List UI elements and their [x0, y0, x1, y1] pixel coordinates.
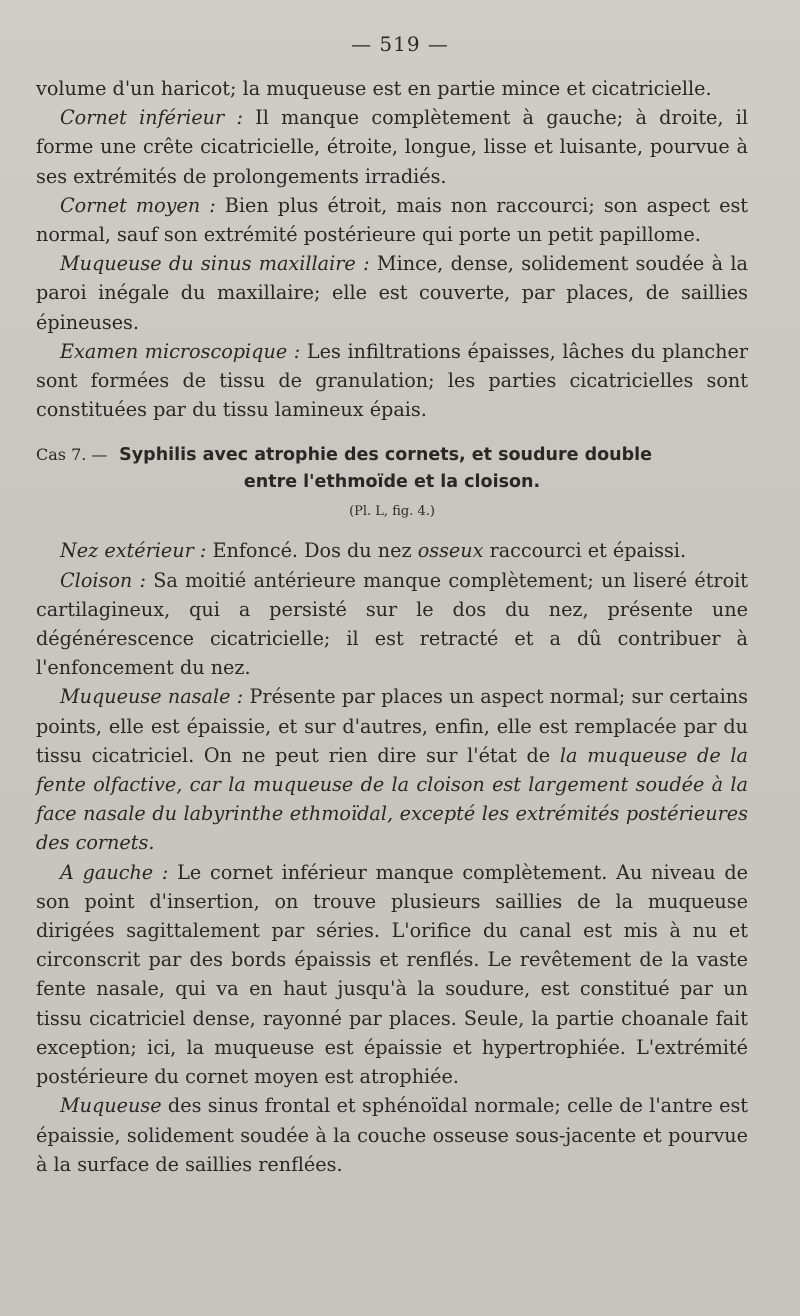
paragraph-continuation [36, 74, 748, 103]
case-title-line-2: entre l'ethmoïde et la cloison. [243, 472, 541, 493]
paragraph-lead: Nez extérieur : [60, 539, 207, 563]
paragraph-text: Le cornet inférieur manque complètement. Au niveau de son point d'insertion, on trouve plusieurs saillies de la muqueuse dirigées sagittalement par séries. L'orifice du canal est mis à nu et circonscrit par des bords épaissis et renflés. Le revêtement de la vaste fente nasale, qui va en haut jusqu'à la soudure, est constitué par un tissu cicatriciel dense, rayonné par places. Seule, la partie choanale fait exception; ici, la muqueuse est épaissie et hypertrophiée. L'extrémité postérieure du cornet moyen est atrophiée. [36, 860, 748, 1089]
paragraph-muqueuse-nasale [36, 682, 748, 857]
paragraph-text: Bien plus étroit, mais non raccourci; son aspect est normal, sauf son extrémité postérieure qui porte un petit papillome. [36, 193, 749, 247]
paragraph-nez-exterieur [36, 536, 748, 565]
paragraph-a-gauche [36, 858, 748, 1092]
paragraph-lead: Muqueuse [60, 1094, 162, 1118]
paragraph-lead: Examen microscopique : [60, 339, 301, 363]
paragraph-text: Il manque complètement à gauche; à droite, il forme une crête cicatricielle, étroite, longue, lisse et luisante, pourvue à ses extrémités de prolongements irradiés. [36, 106, 748, 188]
case-number: Cas 7. — [36, 445, 108, 465]
paragraph-lead: Muqueuse nasale : [60, 685, 244, 709]
paragraph-cornet-inferieur [36, 103, 748, 191]
paragraph-examen [36, 337, 748, 425]
body-text [36, 74, 748, 1179]
case-heading [36, 442, 748, 524]
paragraph-text: volume d'un haricot; la muqueuse est en partie mince et cicatricielle. [36, 77, 712, 100]
paragraph-lead: Cloison : [60, 568, 146, 592]
paragraph-text: Sa moitié antérieure manque complètement; un liseré étroit cartilagineux, qui a persisté sur le dos du nez, présente une dégénérescence cicatricielle; il est retracté et a dû contribuer à l'enfoncement du nez. [36, 568, 748, 680]
paragraph-text: Présente par places un aspect normal; sur certains points, elle est épaissie, et sur d'autres, enfin, elle est remplacée par du tissu cicatriciel. On ne peut rien dire sur l'état de [36, 685, 748, 767]
paragraph-emphasis: la muqueuse de la fente olfactive, car la muqueuse de la cloison est largement soudée à la face nasale du labyrinthe ethmoïdal, excepté les extrémités postérieures des cornets. [36, 743, 748, 855]
paragraph-text: des sinus frontal et sphénoïdal normale; celle de l'antre est épaissie, solidement soudée à la couche osseuse sous-jacente et pourvue à la surface de saillies renflées. [36, 1094, 748, 1176]
paragraph-cloison [36, 566, 748, 683]
plate-reference: (Pl. L, fig. 4.) [349, 504, 435, 520]
page-number: — 519 — [351, 32, 449, 56]
case-title-line-1: Syphilis avec atrophie des cornets, et soudure double [119, 445, 652, 466]
paragraph-emphasis: osseux [417, 539, 484, 563]
paragraph-text: Mince, dense, solidement soudée à la paroi inégale du maxillaire; elle est couverte, par places, de saillies épineuses. [36, 252, 748, 334]
paragraph-lead: A gauche : [60, 860, 169, 884]
paragraph-lead: Cornet moyen : [60, 193, 216, 217]
paragraph-cornet-moyen [36, 191, 748, 249]
paragraph-text: Enfoncé. Dos du nez [206, 539, 418, 563]
paragraph-text: Les infiltrations épaisses, lâches du plancher sont formées de tissu de granulation; les parties cicatricielles sont constituées par du tissu lamineux épais. [36, 339, 748, 422]
paragraph-text: raccourci et épaissi. [483, 539, 687, 563]
paragraph-muqueuse-sinus-frontal [36, 1091, 748, 1179]
paragraph-lead: Muqueuse du sinus maxillaire : [60, 252, 370, 276]
paragraph-lead: Cornet inférieur : [60, 106, 243, 130]
paragraph-muqueuse-sinus [36, 249, 748, 337]
case-heading-line-1 [36, 442, 748, 468]
